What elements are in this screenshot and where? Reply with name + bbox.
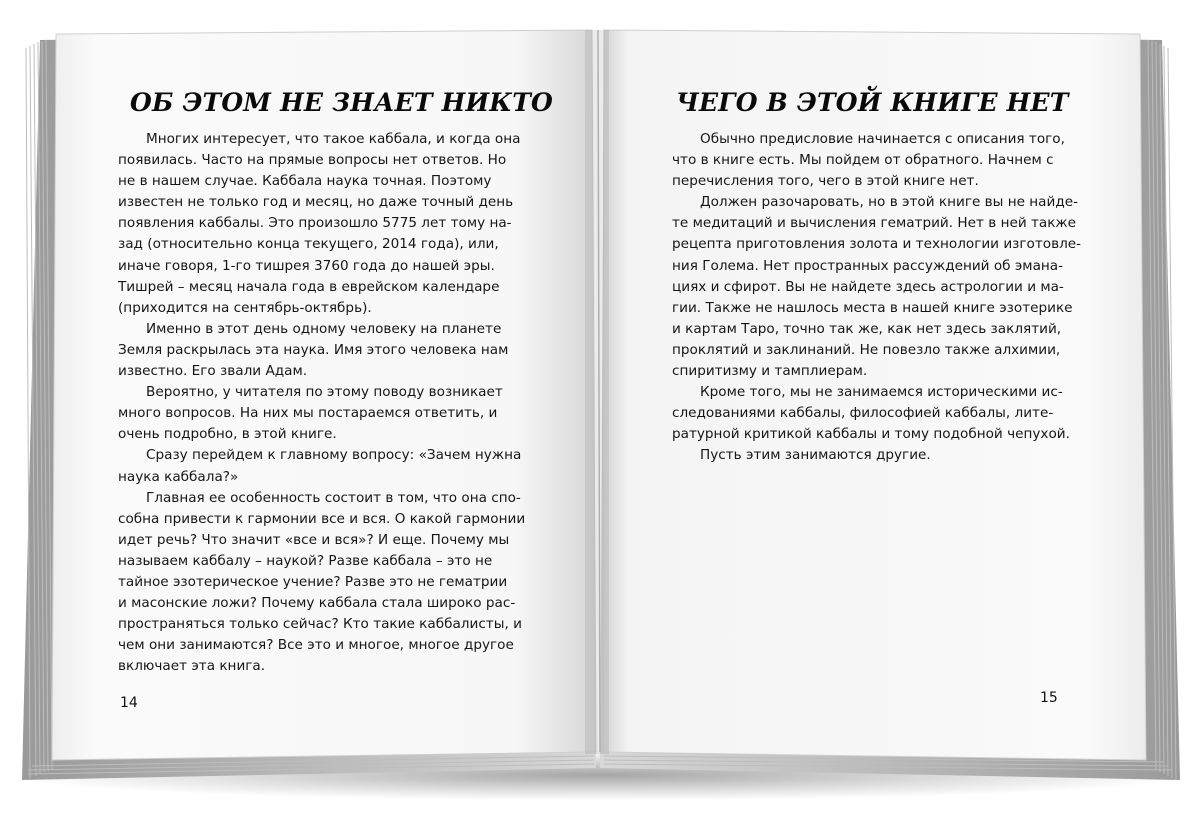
text-line: ния Голема. Нет пространных рассуждений об эмана- bbox=[672, 257, 1064, 274]
paragraph bbox=[672, 129, 1072, 192]
text-line: Именно в этот день одному человеку на планете bbox=[146, 320, 502, 337]
text-line: и масонские ложи? Почему каббала стала широко рас- bbox=[118, 595, 516, 612]
left-page-number: 14 bbox=[120, 695, 138, 711]
text-line: Сразу перейдем к главному вопросу: «Зачем нужна bbox=[146, 447, 522, 464]
paragraph bbox=[118, 382, 518, 445]
right-page-title: ЧЕГО В ЭТОЙ КНИГЕ НЕТ bbox=[676, 88, 1069, 117]
text-line: чем они занимаются? Все это и многое, многое другое bbox=[118, 637, 514, 654]
left-page-content bbox=[118, 70, 554, 677]
right-page-text bbox=[672, 129, 1082, 467]
right-page-number: 15 bbox=[1040, 690, 1058, 706]
paragraph bbox=[118, 319, 518, 382]
text-line: тайное эзотерическое учение? Разве это не гематрии bbox=[118, 573, 508, 590]
text-line: рецепта приготовления золота и технологии изготовле- bbox=[672, 236, 1082, 253]
text-line: Пусть этим занимаются другие. bbox=[700, 447, 931, 464]
text-line: появления каббалы. Это произошло 5775 лет тому на- bbox=[118, 215, 512, 232]
text-line: собна привести к гармонии все и вся. О какой гармонии bbox=[118, 510, 526, 527]
text-line: включает эта книга. bbox=[118, 658, 266, 675]
text-line: Вероятно, у читателя по этому поводу возникает bbox=[146, 384, 503, 401]
text-line: проклятий и заклинаний. Не повезло также алхимии, bbox=[672, 341, 1061, 358]
right-page-content bbox=[672, 70, 1082, 467]
text-line: Тишрей – месяц начала года в еврейском календаре bbox=[118, 278, 500, 295]
text-line: Обычно предисловие начинается с описания того, bbox=[700, 131, 1065, 147]
paragraph bbox=[672, 192, 1082, 382]
paragraph bbox=[672, 445, 1072, 466]
paragraph bbox=[672, 382, 1072, 445]
text-line: не в нашем случае. Каббала наука точная. Поэтому bbox=[118, 173, 492, 190]
gutter-shadow bbox=[585, 30, 609, 754]
text-line: Земля раскрылась эта наука. Имя этого человека нам bbox=[118, 341, 509, 358]
text-line: идет речь? Что значит «все и вся»? И еще. Почему мы bbox=[118, 531, 510, 548]
text-line: Должен разочаровать, но в этой книге вы не найде- bbox=[700, 194, 1078, 211]
text-line: Кроме того, мы не занимаемся историческими ис- bbox=[700, 384, 1063, 401]
text-line: пространяться только сейчас? Кто такие каббалисты, и bbox=[118, 616, 522, 633]
text-line: гии. Также не нашлось места в нашей книге эзотерике bbox=[672, 299, 1073, 316]
text-line: спиритизму и тамплиерам. bbox=[672, 363, 868, 380]
text-line: ратурной критикой каббалы и тому подобной чепухой. bbox=[672, 426, 1070, 443]
text-line: появилась. Часто на прямые вопросы нет ответов. Но bbox=[118, 152, 507, 169]
text-line: известен не только год и месяц, но даже точный день bbox=[118, 194, 514, 211]
text-line: те медитаций и вычисления гематрий. Нет в ней также bbox=[672, 215, 1077, 232]
text-line: следованиями каббалы, философией каббалы, лите- bbox=[672, 405, 1054, 422]
paragraph bbox=[118, 488, 526, 678]
text-line: зад (относительно конца текущего, 2014 года), или, bbox=[118, 236, 499, 253]
text-line: перечисления того, чего в этой книге нет. bbox=[672, 173, 979, 190]
left-page-title: ОБ ЭТОМ НЕ ЗНАЕТ НИКТО bbox=[130, 88, 554, 117]
text-line: очень подробно, в этой книге. bbox=[118, 426, 337, 443]
text-line: и картам Таро, точно так же, как нет здесь заклятий, bbox=[672, 320, 1062, 337]
paragraph bbox=[118, 445, 522, 487]
text-line: (приходится на сентябрь-октябрь). bbox=[118, 299, 372, 316]
text-line: Многих интересует, что такое каббала, и когда она bbox=[146, 131, 521, 147]
text-line: известно. Его звали Адам. bbox=[118, 363, 308, 380]
text-line: циях и сфирот. Вы не найдете здесь астрологии и ма- bbox=[672, 278, 1064, 295]
text-line: иначе говоря, 1-го тишрея 3760 года до нашей эры. bbox=[118, 257, 495, 274]
left-page-text bbox=[118, 129, 526, 677]
text-line: что в книге есть. Мы пойдем от обратного. Начнем с bbox=[672, 152, 1054, 169]
text-line: наука каббала?» bbox=[118, 468, 239, 485]
text-line: много вопросов. На них мы постараемся ответить, и bbox=[118, 405, 498, 422]
text-line: называем каббалу – наукой? Разве каббала – это не bbox=[118, 552, 493, 569]
text-line: Главная ее особенность состоит в том, что она спо- bbox=[146, 489, 521, 506]
paragraph bbox=[118, 129, 521, 319]
